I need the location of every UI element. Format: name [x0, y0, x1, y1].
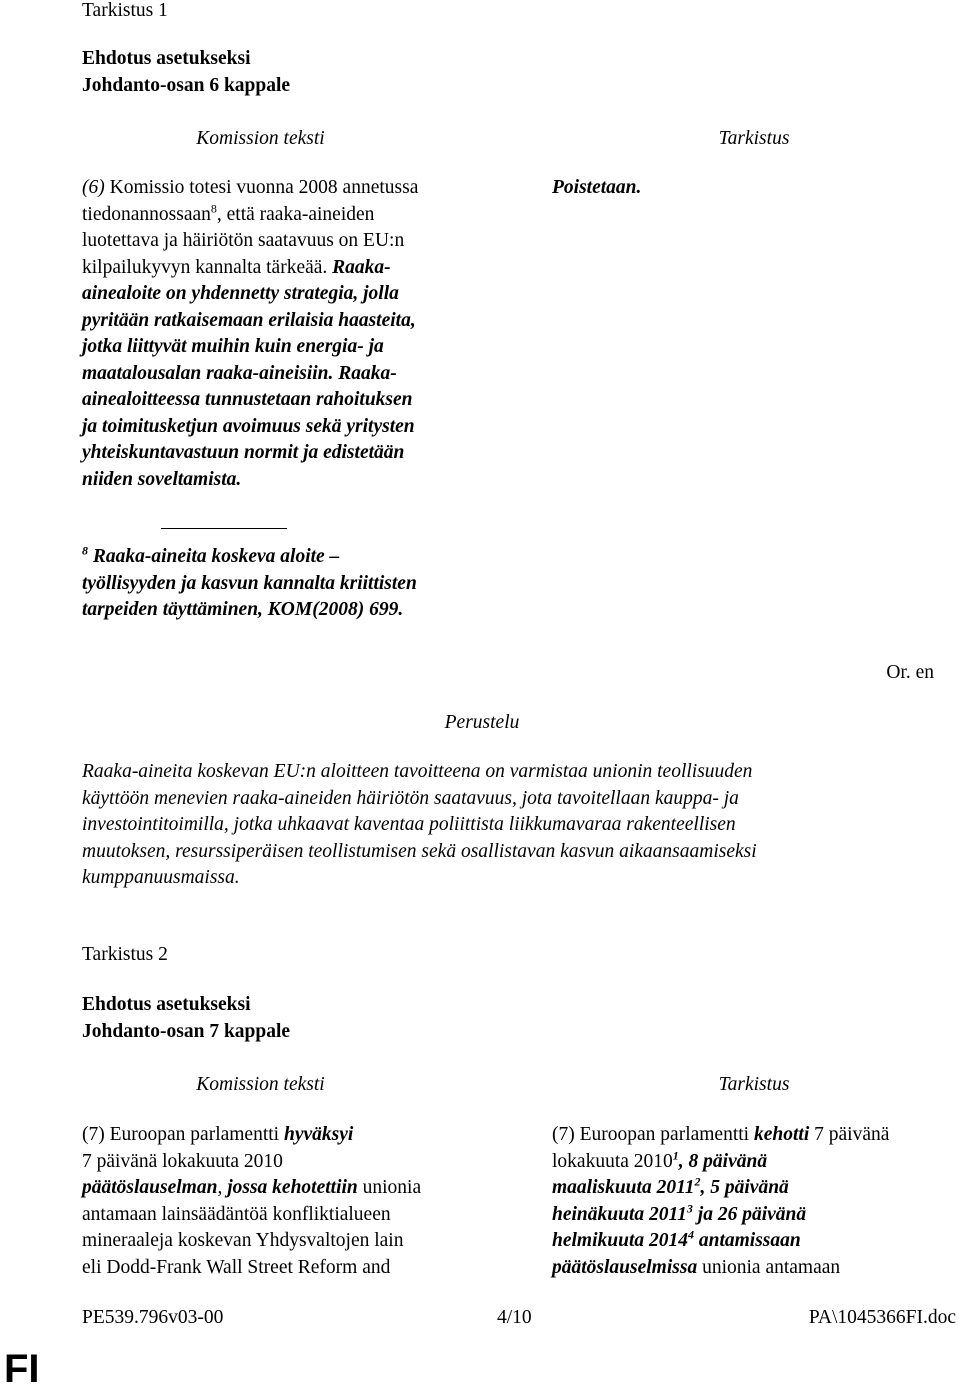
text-run: 3 — [686, 1201, 693, 1215]
justification-line: käyttöön menevien raaka-aineiden häiriötön saatavuus, jota tavoitellaan kauppa- ja — [82, 787, 739, 809]
text-run: (6) — [82, 177, 105, 198]
text-line — [552, 1228, 957, 1255]
language-code: FI — [4, 1347, 40, 1391]
original-language: Or. en — [886, 662, 934, 683]
file-name: PA\1045366FI.doc — [808, 1307, 956, 1328]
text-run: antamaan lainsäädäntöä konfliktialueen — [82, 1203, 391, 1225]
text-run: Raaka- — [332, 256, 391, 278]
text-run: unionia antamaan — [697, 1256, 841, 1278]
text-line — [82, 175, 522, 202]
document-reference: PE539.796v03-00 — [82, 1307, 224, 1328]
footnote-line: työllisyyden ja kasvun kannalta kriittisten — [82, 572, 417, 594]
text-run: unionia — [357, 1177, 422, 1198]
text-run: ainealoitteessa tunnustetaan rahoituksen — [82, 389, 413, 410]
text-run: päätöslauselman — [82, 1177, 218, 1198]
text-run: 7 päivänä lokakuuta 2010 — [82, 1150, 283, 1172]
text-line — [82, 361, 522, 388]
justification-text — [82, 759, 942, 892]
text-run: kilpailukyvyn kannalta tärkeää. — [82, 256, 333, 278]
amendment-text-header: Tarkistus — [718, 128, 790, 149]
text-line — [82, 334, 522, 361]
footnote-line: tarpeiden täyttäminen, KOM(2008) 699. — [82, 599, 404, 620]
justification-title: Perustelu — [444, 712, 520, 733]
text-line — [82, 440, 522, 467]
amendment-text-column — [552, 1122, 957, 1281]
text-line — [552, 1255, 957, 1282]
text-run: (7) Euroopan parlamentti — [82, 1124, 284, 1145]
text-run: ja toimitusketjun avoimuus sekä yritysten — [82, 415, 415, 437]
text-run: heinäkuuta 2011 — [552, 1203, 687, 1225]
text-line — [82, 1175, 522, 1202]
amendment-heading: Tarkistus 1 — [82, 0, 168, 21]
text-run: hyväksyi — [283, 1124, 354, 1145]
footnote-number: 8 — [82, 543, 88, 558]
text-run: mineraaleja koskevan Yhdysvaltojen lain — [82, 1230, 404, 1251]
text-run: kehotti — [753, 1124, 810, 1145]
justification-line: Raaka-aineita koskevan EU:n aloitteen tavoitteena on varmistaa unionin teollisuuden — [82, 761, 753, 782]
footnote — [82, 544, 522, 624]
proposal-title: Ehdotus asetukseksi — [82, 48, 251, 69]
text-run: 4 — [688, 1227, 694, 1242]
text-run: , — [217, 1177, 228, 1198]
recital-reference: Johdanto-osan 7 kappale — [82, 1021, 291, 1042]
text-run: päätöslauselmissa — [552, 1256, 698, 1278]
text-line — [82, 414, 522, 441]
text-line — [552, 1175, 957, 1202]
footnote-separator — [161, 528, 287, 529]
text-run: 7 päivänä — [809, 1124, 890, 1145]
text-line — [82, 467, 522, 494]
text-run: maatalousalan raaka-aineisiin. Raaka- — [82, 362, 397, 384]
text-run: jotka liittyvät muihin kuin energia- ja — [82, 336, 384, 357]
text-run: , 8 päivänä — [678, 1150, 768, 1172]
text-run: pyritään ratkaisemaan erilaisia haasteita, — [82, 309, 416, 331]
text-run: ainealoite on yhdennetty strategia, jolla — [82, 283, 399, 304]
text-line — [82, 387, 522, 414]
text-run: yhteiskuntavastuun normit ja edistetään — [82, 442, 405, 463]
text-line — [552, 1149, 957, 1176]
text-run: jossa kehotettiin — [227, 1177, 358, 1198]
text-run: , että raaka-aineiden — [216, 203, 375, 225]
text-run: 2 — [694, 1174, 701, 1189]
text-run: 1 — [672, 1148, 679, 1162]
footnote-line: Raaka-aineita koskeva aloite – — [92, 546, 340, 567]
recital-reference: Johdanto-osan 6 kappale — [82, 75, 291, 96]
commission-text-column — [82, 175, 522, 493]
text-run: 8 — [210, 201, 217, 215]
text-run: niiden soveltamista. — [82, 468, 242, 490]
proposal-title: Ehdotus asetukseksi — [82, 994, 251, 1015]
commission-text-header: Komission teksti — [196, 128, 325, 149]
page-number: 4/10 — [497, 1307, 532, 1328]
text-line — [82, 281, 522, 308]
text-line — [82, 1228, 522, 1255]
text-line — [82, 308, 522, 335]
text-run: maaliskuuta 2011 — [552, 1177, 695, 1198]
justification-line: kumppanuusmaissa. — [82, 867, 240, 888]
text-run: tiedonannossaan — [82, 203, 211, 225]
text-run: ja 26 päivänä — [692, 1203, 807, 1225]
amendment-text-deleted: Poistetaan. — [552, 177, 642, 198]
commission-text-column — [82, 1122, 522, 1281]
text-line — [82, 255, 522, 282]
text-run: (7) Euroopan parlamentti — [552, 1124, 754, 1145]
text-run: luotettava ja häiriötön saatavuus on EU:n — [82, 230, 405, 251]
text-run: Komissio totesi vuonna 2008 annetussa — [104, 177, 419, 198]
justification-line: investointitoimilla, jotka uhkaavat kaventaa poliittista liikkumavaraa rakenteellisen — [82, 814, 736, 835]
text-line — [82, 1149, 522, 1176]
text-line — [82, 202, 522, 229]
justification-line: muutoksen, resurssiperäisen teollistumisen sekä osallistavan kasvun aikaansaamiseksi — [82, 840, 757, 862]
text-line — [552, 1202, 957, 1229]
text-line — [82, 1202, 522, 1229]
text-line — [82, 228, 522, 255]
text-run: , 5 päivänä — [700, 1177, 789, 1198]
text-run: eli Dodd-Frank Wall Street Reform and — [82, 1256, 391, 1278]
text-run: lokakuuta 2010 — [552, 1150, 673, 1172]
amendment-heading: Tarkistus 2 — [82, 944, 168, 965]
commission-text-header: Komission teksti — [196, 1074, 325, 1095]
text-line — [552, 1122, 957, 1149]
text-line — [82, 1255, 522, 1282]
amendment-text-header: Tarkistus — [718, 1074, 790, 1095]
text-run: antamissaan — [694, 1230, 801, 1251]
text-line — [82, 1122, 522, 1149]
text-run: helmikuuta 2014 — [552, 1230, 688, 1251]
